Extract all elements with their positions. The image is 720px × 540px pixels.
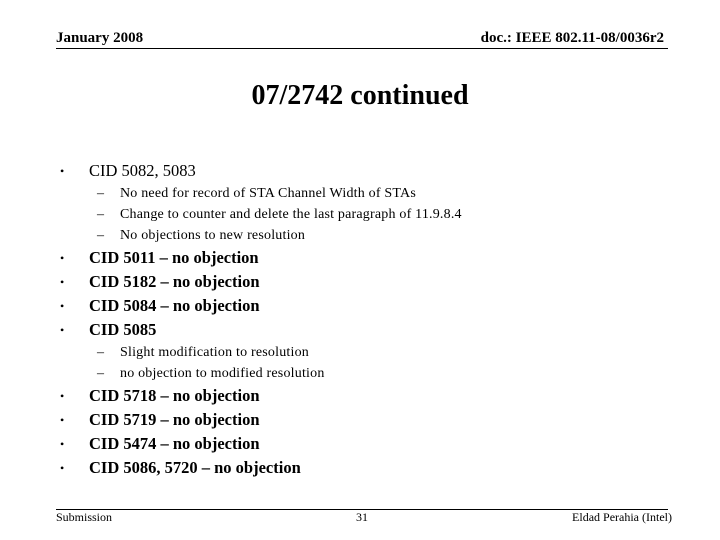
bullet-dot-icon: • — [60, 275, 65, 289]
bullet-dot-icon: • — [60, 389, 65, 403]
dash-icon: – — [97, 345, 104, 360]
bullet-item — [60, 456, 680, 480]
bullet-text: CID 5086, 5720 – no objection — [89, 458, 301, 477]
bullet-text: CID 5082, 5083 — [89, 161, 196, 180]
sub-bullet-item — [60, 342, 680, 363]
slide-title: 07/2742 continued — [251, 80, 469, 111]
dash-icon: – — [97, 228, 104, 243]
footer-author: Eldad Perahia (Intel) — [572, 510, 672, 524]
sub-bullet-item — [60, 204, 680, 225]
bullet-dot-icon: • — [60, 437, 65, 451]
sub-bullet-text: Change to counter and delete the last paragraph of 11.9.8.4 — [120, 207, 462, 222]
footer-submission: Submission — [56, 510, 113, 524]
bullet-item — [60, 432, 680, 456]
bullet-text: CID 5084 – no objection — [89, 296, 260, 315]
bullet-item — [60, 246, 680, 270]
bullet-dot-icon: • — [60, 299, 65, 313]
bullet-item — [60, 294, 680, 318]
bullet-item — [60, 408, 680, 432]
sub-bullet-text: No need for record of STA Channel Width of STAs — [120, 186, 417, 201]
bullet-text: CID 5718 – no objection — [89, 386, 260, 405]
bullet-item — [60, 384, 680, 408]
bullet-dot-icon: • — [60, 164, 65, 178]
dash-icon: – — [97, 207, 104, 222]
bullet-dot-icon: • — [60, 251, 65, 265]
bullet-dot-icon: • — [60, 461, 65, 475]
sub-bullet-text: Slight modification to resolution — [120, 345, 309, 360]
sub-bullet-item — [60, 363, 680, 384]
bullet-dot-icon: • — [60, 413, 65, 427]
bullet-list — [60, 159, 680, 480]
sub-bullet-text: no objection to modified resolution — [120, 366, 325, 381]
sub-bullet-item — [60, 183, 680, 204]
sub-bullet-text: No objections to new resolution — [120, 228, 306, 243]
bullet-text: CID 5474 – no objection — [89, 434, 260, 453]
bullet-text: CID 5011 – no objection — [89, 248, 259, 267]
dash-icon: – — [97, 186, 104, 201]
footer-page-number: 31 — [356, 510, 368, 524]
bullet-text: CID 5182 – no objection — [89, 272, 260, 291]
bullet-item — [60, 270, 680, 294]
header-date: January 2008 — [56, 30, 144, 46]
header-rule — [56, 48, 668, 49]
bullet-text: CID 5085 — [89, 320, 157, 339]
header-doc-id: doc.: IEEE 802.11-08/0036r2 — [480, 30, 664, 46]
bullet-dot-icon: • — [60, 323, 65, 337]
sub-bullet-item — [60, 225, 680, 246]
bullet-item — [60, 159, 680, 183]
bullet-text: CID 5719 – no objection — [89, 410, 260, 429]
dash-icon: – — [97, 366, 104, 381]
bullet-item — [60, 318, 680, 342]
